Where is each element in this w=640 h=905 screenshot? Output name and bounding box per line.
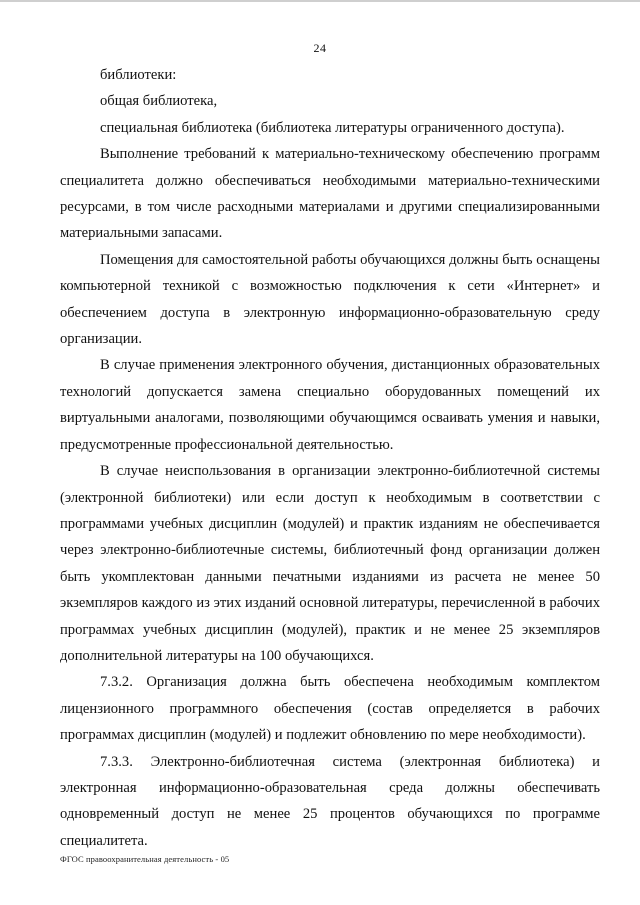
list-item-heading: библиотеки: xyxy=(100,67,177,83)
scan-edge xyxy=(0,0,640,2)
list-item-special-library: специальная библиотека (библиотека литературы ограниченного доступа). xyxy=(100,119,565,136)
paragraph-library-fund: В случае неиспользования в организации электронно-библиотечной системы (электронной библиотеки) или если доступ к необходимым в соответствии с программами учебных дисциплин (модулей) и практик изданиям не обеспечивается через электронно-библиотечные системы, библиотечный фонд организации должен быть укомплектован данными печатными изданиями из расчета не менее 50 экземпляров каждого из этих изданий основной литературы, перечисленной в рабочих программах учебных дисциплин (модулей), практик и не менее 25 экземпляров дополнительной литературы на 100 обучающихся. xyxy=(60,463,600,664)
paragraph-material-requirements: Выполнение требований к материально-техническому обеспечению программ специалитета должно обеспечиваться необходимыми материально-техническими ресурсами, в том числе расходными материалами и другими специализированными материальными запасами. xyxy=(60,146,600,242)
document-body xyxy=(60,62,600,854)
paragraph-e-learning: В случае применения электронного обучения, дистанционных образовательных технологий допускается замена специально оборудованных помещений их виртуальными аналогами, позволяющими обучающимся осваивать умения и навыки, предусмотренные профессиональной деятельностью. xyxy=(60,357,600,453)
paragraph-7-3-3: 7.3.3. Электронно-библиотечная система (электронная библиотека) и электронная информационно-образовательная среда должны обеспечивать одновременный доступ не менее 25 процентов обучающихся по программе специалитета. xyxy=(60,753,600,849)
paragraph-7-3-2: 7.3.2. Организация должна быть обеспечена необходимым комплектом лицензионного программного обеспечения (состав определяется в рабочих программах дисциплин (модулей) и подлежит обновлению по мере необходимости). xyxy=(60,674,600,744)
page-number: 24 xyxy=(313,41,327,55)
paragraph-self-study-rooms: Помещения для самостоятельной работы обучающихся должны быть оснащены компьютерной техникой с возможностью подключения к сети «Интернет» и обеспечением доступа в электронную информационно-образовательную среду организации. xyxy=(60,251,600,348)
page-footer: ФГОС правоохранительная деятельность - 05 xyxy=(60,854,230,864)
list-item-general-library: общая библиотека, xyxy=(100,93,218,110)
